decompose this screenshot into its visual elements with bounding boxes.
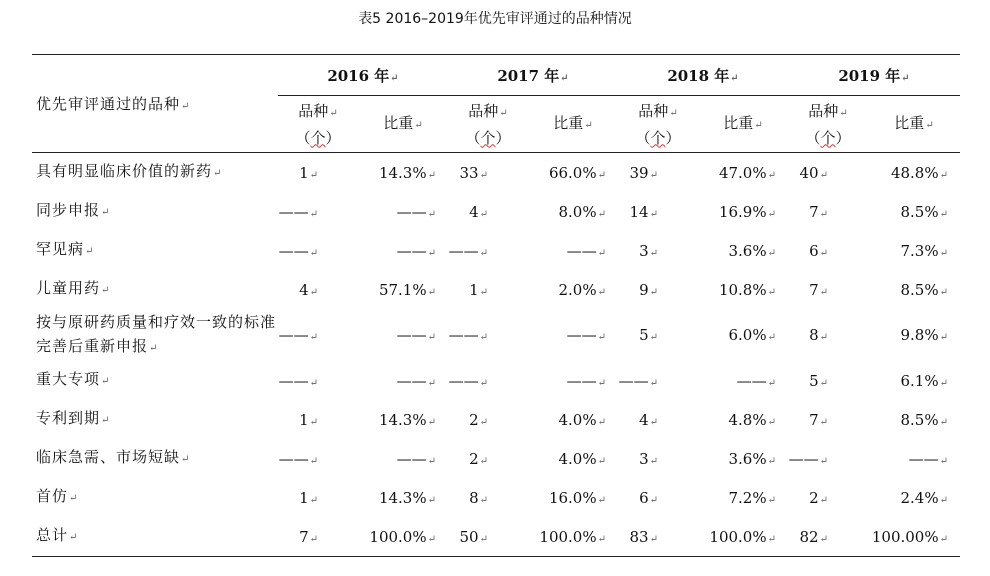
share-cell: ——↵ — [396, 326, 436, 344]
share-cell: 6.1%↵ — [900, 371, 948, 390]
count-cell: 7↵ — [278, 517, 358, 557]
share-cell: ——↵ — [396, 202, 436, 221]
share-cell: ——↵ — [396, 241, 436, 260]
table-row — [32, 361, 960, 400]
share-cell: 66.0%↵ — [548, 163, 606, 182]
table-row — [32, 231, 960, 270]
row-label: 总计↵ — [32, 517, 278, 557]
share-cell: 57.1%↵ — [378, 280, 436, 299]
share-cell: ——↵ — [396, 449, 436, 468]
count-cell: ——↵ — [448, 326, 488, 344]
subheader-share: 比重↵ — [383, 113, 423, 132]
subheader-share: 比重↵ — [723, 113, 763, 132]
subheader-count: 品种↵ （个） — [295, 101, 341, 147]
count-cell: ——↵ — [278, 449, 318, 468]
count-cell: 2↵ — [469, 410, 488, 429]
count-cell: 39↵ — [629, 163, 658, 182]
share-cell: 16.0%↵ — [548, 488, 606, 507]
share-cell: 48.8%↵ — [890, 163, 948, 182]
count-cell: ——↵ — [278, 326, 318, 344]
share-cell: ——↵ — [396, 371, 436, 390]
row-label: 专利到期↵ — [36, 409, 111, 427]
share-cell: 2.0%↵ — [558, 280, 606, 299]
share-cell: 4.8%↵ — [728, 410, 776, 429]
share-cell: 14.3%↵ — [378, 163, 436, 182]
table-row — [32, 309, 960, 361]
share-cell: 100.0%↵ — [698, 517, 788, 557]
count-cell: ——↵ — [788, 449, 828, 468]
table-row — [32, 400, 960, 439]
count-cell: 4↵ — [469, 202, 488, 221]
share-cell: 100.0%↵ — [528, 517, 618, 557]
table-row — [32, 270, 960, 309]
count-cell: ——↵ — [448, 371, 488, 390]
year-header: 2018 年↵ — [667, 66, 739, 85]
count-cell: 2↵ — [469, 449, 488, 468]
share-cell: 3.6%↵ — [728, 241, 776, 260]
row-label: 同步申报↵ — [36, 201, 111, 219]
count-cell: 4↵ — [299, 280, 318, 299]
count-cell: 9↵ — [639, 280, 658, 299]
count-cell: 7↵ — [809, 280, 828, 299]
share-cell: ——↵ — [736, 371, 776, 390]
count-cell: 1↵ — [299, 163, 318, 182]
year-header: 2019 年↵ — [838, 66, 910, 85]
share-cell: ——↵ — [566, 371, 606, 390]
row-label: 儿童用药↵ — [36, 279, 111, 297]
share-cell: 8.5%↵ — [900, 410, 948, 429]
table-row — [32, 478, 960, 517]
subheader-share: 比重↵ — [553, 113, 593, 132]
row-label: 罕见病↵ — [36, 240, 95, 258]
share-cell: 4.0%↵ — [558, 410, 606, 429]
subheader-count: 品种↵ （个） — [465, 101, 511, 147]
count-cell: 7↵ — [809, 202, 828, 221]
share-cell: 10.8%↵ — [718, 280, 776, 299]
count-cell: 6↵ — [639, 488, 658, 507]
count-cell: 3↵ — [639, 449, 658, 468]
count-cell: 50↵ — [448, 517, 528, 557]
row-label: 重大专项↵ — [36, 370, 111, 388]
count-cell: 33↵ — [459, 163, 488, 182]
subheader-count: 品种↵ （个） — [635, 101, 681, 147]
year-header: 2016 年↵ — [327, 66, 399, 85]
year-header: 2017 年↵ — [497, 66, 569, 85]
share-cell: ——↵ — [908, 449, 948, 468]
count-cell: 2↵ — [809, 488, 828, 507]
share-cell: 8.5%↵ — [900, 280, 948, 299]
share-cell: 47.0%↵ — [718, 163, 776, 182]
subheader-share: 比重↵ — [894, 113, 934, 132]
share-cell: 14.3%↵ — [378, 410, 436, 429]
count-cell: 83↵ — [618, 517, 698, 557]
share-cell: 4.0%↵ — [558, 449, 606, 468]
row-label: 临床急需、市场短缺↵ — [36, 448, 191, 466]
share-cell: 9.8%↵ — [900, 326, 948, 344]
count-cell: 1↵ — [299, 410, 318, 429]
share-cell: 8.0%↵ — [558, 202, 606, 221]
priority-review-table — [32, 54, 960, 557]
table-row — [32, 439, 960, 478]
share-cell: 8.5%↵ — [900, 202, 948, 221]
count-cell: 82↵ — [788, 517, 868, 557]
share-cell: 3.6%↵ — [728, 449, 776, 468]
count-cell: 4↵ — [639, 410, 658, 429]
count-cell: 1↵ — [469, 280, 488, 299]
table-row — [32, 517, 960, 557]
share-cell: 16.9%↵ — [718, 202, 776, 221]
count-cell: 6↵ — [809, 241, 828, 260]
share-cell: 14.3%↵ — [378, 488, 436, 507]
count-cell: ——↵ — [278, 371, 318, 390]
row-label: 按与原研药质量和疗效一致的标准完善后重新申报↵ — [36, 312, 277, 355]
row-label: 首仿↵ — [36, 487, 79, 505]
count-cell: ——↵ — [448, 241, 488, 260]
count-cell: 5↵ — [809, 371, 828, 390]
share-cell: 100.00%↵ — [868, 517, 960, 557]
row-header: 优先审评通过的品种↵ — [36, 95, 191, 113]
table-row — [32, 153, 960, 193]
share-cell: 7.3%↵ — [900, 241, 948, 260]
share-cell: 2.4%↵ — [900, 488, 948, 507]
count-cell: ——↵ — [618, 371, 658, 390]
count-cell: 3↵ — [639, 241, 658, 260]
count-cell: ——↵ — [278, 202, 318, 221]
count-cell: 8↵ — [469, 488, 488, 507]
share-cell: 6.0%↵ — [728, 326, 776, 344]
share-cell: ——↵ — [566, 241, 606, 260]
table-title: 表5 2016–2019年优先审评通过的品种情况 — [358, 11, 632, 27]
share-cell: 7.2%↵ — [728, 488, 776, 507]
count-cell: ——↵ — [278, 241, 318, 260]
count-cell: 40↵ — [799, 163, 828, 182]
count-cell: 7↵ — [809, 410, 828, 429]
count-cell: 5↵ — [639, 326, 658, 344]
share-cell: 100.0%↵ — [358, 517, 448, 557]
count-cell: 1↵ — [299, 488, 318, 507]
row-label: 具有明显临床价值的新药↵ — [36, 162, 223, 180]
count-cell: 8↵ — [809, 326, 828, 344]
subheader-count: 品种↵ （个） — [805, 101, 851, 147]
table-row — [32, 192, 960, 231]
share-cell: ——↵ — [566, 326, 606, 344]
count-cell: 14↵ — [629, 202, 658, 221]
